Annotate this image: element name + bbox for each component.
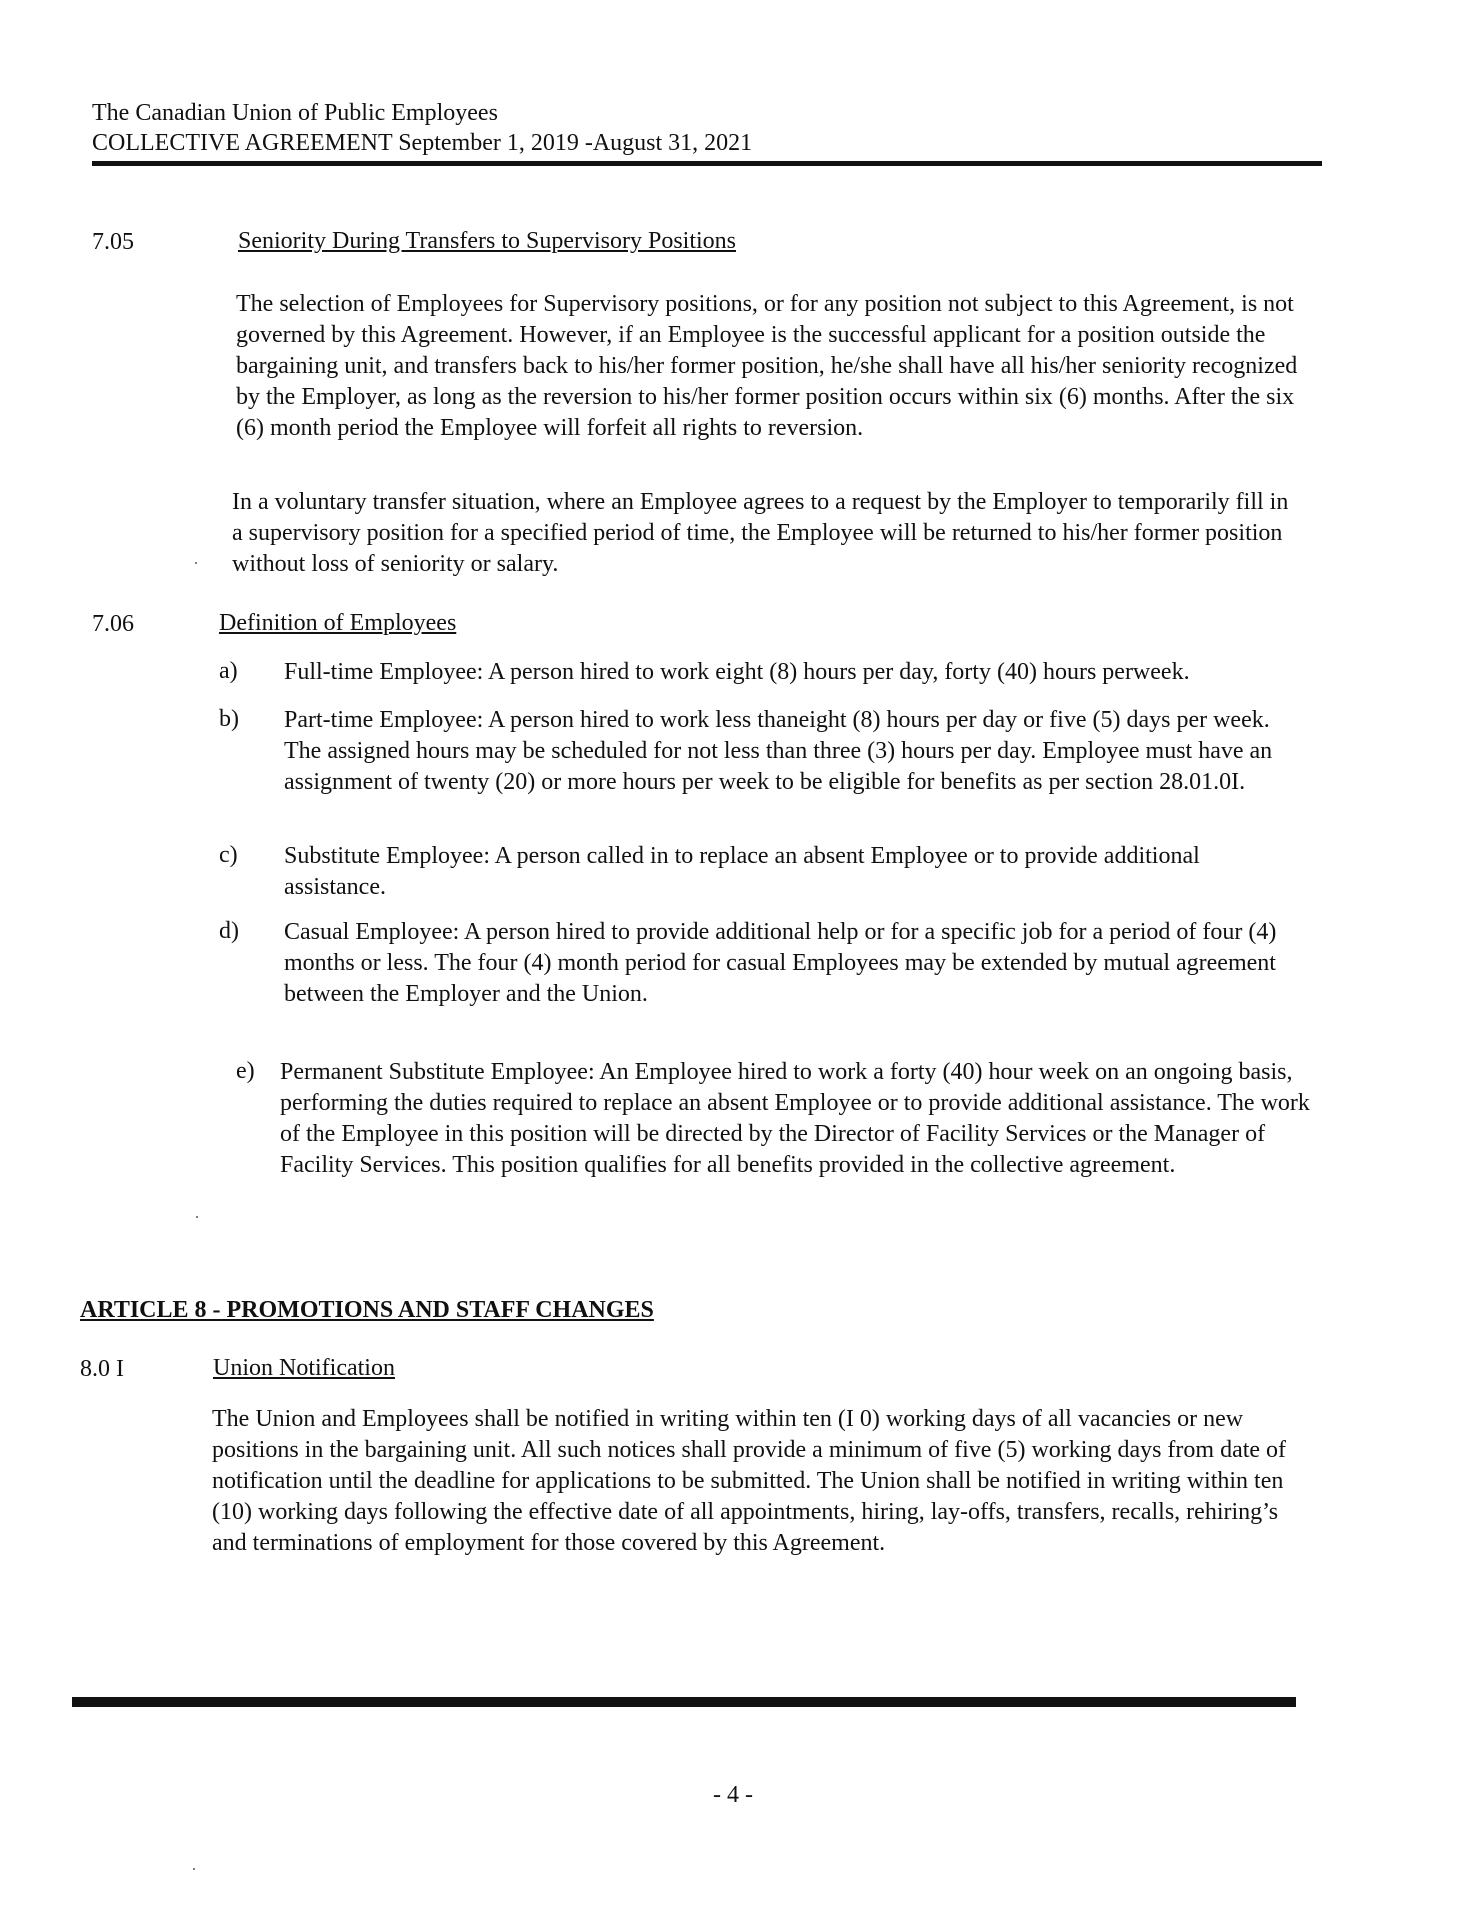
scan-speck [195,562,197,564]
section-7-05-paragraph-2: In a voluntary transfer situation, where an Employee agrees to a request by the Employer to temporarily fill in a supervisory position for a specified period of time, the Employee will be returned to his/her former position without loss of seniority or salary. [232,489,1289,577]
scan-speck [193,1868,195,1870]
list-item-label-a: a) [219,658,238,684]
list-item-text-c: Substitute Employee: A person called in to replace an absent Employee or to provide additional assistance. [284,843,1200,900]
list-item-label-d: d) [219,918,239,944]
list-item-label-c: c) [219,842,238,868]
section-number-7-06: 7.06 [92,611,134,637]
section-title-7-06: Definition of Employees [219,610,457,636]
page-number: - 4 - [713,1782,753,1808]
section-7-05-paragraph-1: The selection of Employees for Supervisory positions, or for any position not subject to this Agreement, is not governed by this Agreement. However, if an Employee is the successful applicant for a position outside the bargaining unit, and transfers back to his/her former position, he/she shall have all his/her seniority recognized by the Employer, as long as the reversion to his/her former position occurs within six (6) months. After the six (6) month period the Employee will forfeit all rights to reversion. [236,291,1298,441]
section-title-7-05: Seniority During Transfers to Supervisory Positions [238,228,737,254]
section-number-7-05: 7.05 [92,229,134,255]
list-item-text-b: Part-time Employee: A person hired to work less thaneight (8) hours per day or five (5) days per week. The assigned hours may be scheduled for not less than three (3) hours per day. Employee must have an assignment of twenty (20) or more hours per week to be eligible for benefits as per section 28.01.0I. [284,707,1273,795]
header-agreement-title: COLLECTIVE AGREEMENT September 1, 2019 -August 31, 2021 [92,130,753,156]
article-8-heading: ARTICLE 8 - PROMOTIONS AND STAFF CHANGES [80,1297,654,1323]
list-item-text-e: Permanent Substitute Employee: An Employee hired to work a forty (40) hour week on an ongoing basis, performing the duties required to replace an absent Employee or to provide additional assistance. The work of the Employee in this position will be directed by the Director of Facility Services or the Manager of Facility Services. This position qualifies for all benefits provided in the collective agreement. [280,1059,1310,1178]
list-item-label-b: b) [219,706,239,732]
section-number-8-01: 8.0 I [80,1356,124,1382]
section-title-8-01: Union Notification [213,1355,395,1381]
document-header [92,98,752,158]
footer-divider [72,1697,1296,1707]
scan-speck [196,1216,198,1218]
section-8-01-paragraph: The Union and Employees shall be notified in writing within ten (I 0) working days of all vacancies or new positions in the bargaining unit. All such notices shall provide a minimum of five (5) working days from date of notification until the deadline for applications to be submitted. The Union shall be notified in writing within ten (10) working days following the effective date of all appointments, hiring, lay-offs, transfers, recalls, rehiring’s and terminations of employment for those covered by this Agreement. [212,1406,1287,1556]
header-divider [92,161,1322,166]
list-item-label-e: e) [236,1058,255,1084]
list-item-text-d: Casual Employee: A person hired to provide additional help or for a specific job for a period of four (4) months or less. The four (4) month period for casual Employees may be extended by mutual agreement between the Employer and the Union. [284,919,1277,1007]
header-organization: The Canadian Union of Public Employees [92,100,498,126]
list-item-text-a: Full-time Employee: A person hired to work eight (8) hours per day, forty (40) hours perweek. [284,659,1190,685]
